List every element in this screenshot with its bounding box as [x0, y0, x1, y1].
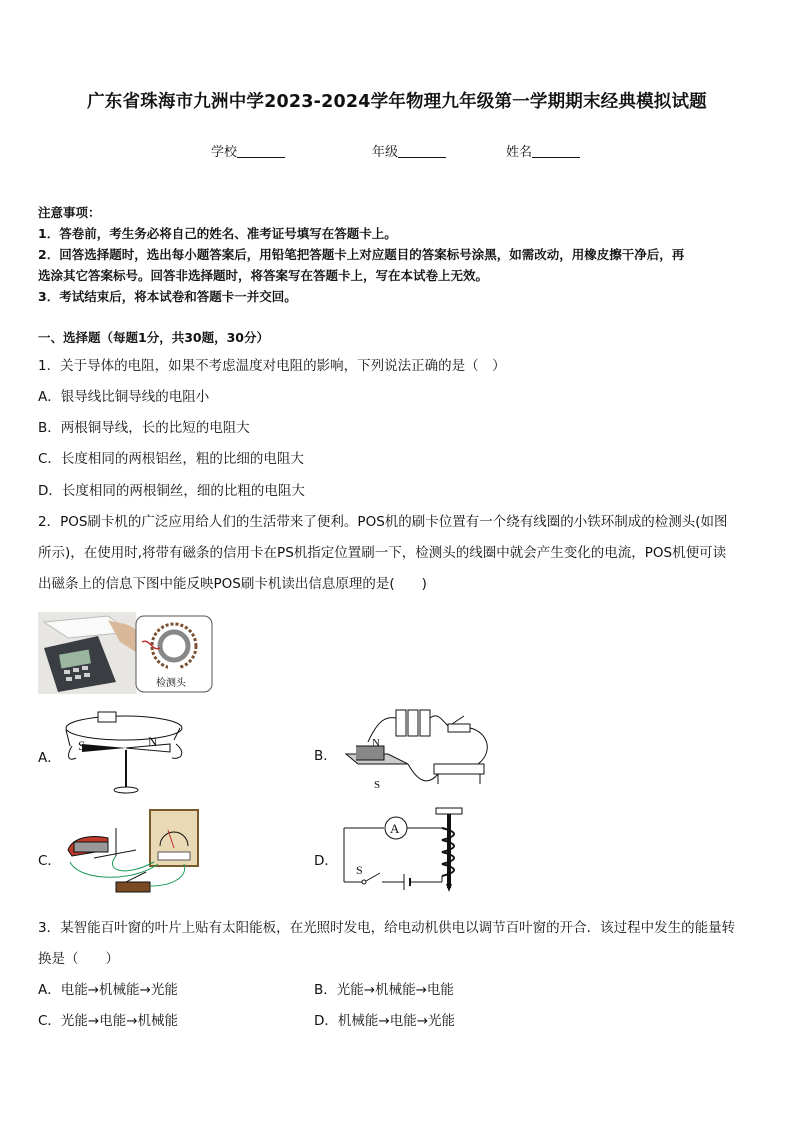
notice-heading: 注意事项： [38, 205, 101, 220]
grade-field[interactable] [372, 141, 446, 160]
q1-option-c[interactable]: C．长度相同的两根铝丝，粗的比细的电阻大 [38, 451, 304, 467]
name-field[interactable] [506, 141, 580, 160]
school-field[interactable] [211, 141, 285, 160]
grade-label: 年级 [372, 145, 399, 160]
fig-a-s-label: S [78, 738, 86, 753]
grade-blank[interactable] [398, 145, 446, 158]
pos-machine-figure [38, 612, 214, 694]
notice-item-1: 1．答卷前，考生务必将自己的姓名、准考证号填写在答题卡上。 [38, 226, 397, 241]
fig-b-s-label: S [374, 779, 381, 791]
q1-option-d[interactable]: D．长度相同的两根铜丝，细的比粗的电阻大 [38, 483, 305, 499]
name-blank[interactable] [532, 145, 580, 158]
name-label: 姓名 [506, 145, 533, 160]
q2-option-b-label[interactable]: B． [314, 748, 337, 764]
detector-label: 检测头 [156, 678, 186, 689]
fig-b-n-label: N [372, 737, 380, 749]
q1-option-b[interactable]: B．两根铜导线，长的比短的电阻大 [38, 420, 250, 436]
fig-a-n-label: N [148, 734, 158, 749]
q2-option-a-figure[interactable] [62, 706, 190, 798]
q2-option-a-label[interactable]: A． [38, 750, 61, 766]
q3-option-b[interactable]: B．光能→机械能→电能 [314, 982, 454, 998]
q2-stem-line-1: 2．POS刷卡机的广泛应用给人们的生活带来了便利。POS机的刷卡位置有一个绕有线圈的小铁环制成的检测头(如图 [38, 514, 728, 530]
notice-item-2: 2．回答选择题时，选出每小题答案后，用铅笔把答题卡上对应题目的答案标号涂黑，如需改动，用橡皮擦干净后，再 [38, 247, 685, 262]
q2-option-c-figure[interactable] [64, 806, 204, 902]
q1-option-a[interactable]: A．银导线比铜导线的电阻小 [38, 389, 210, 405]
q2-stem-line-2: 所示)，在使用时,将带有磁条的信用卡在PS机指定位置刷一下，检测头的线圈中就会产生变化的电流，POS机便可读 [38, 545, 727, 561]
q3-option-a[interactable]: A．电能→机械能→光能 [38, 982, 178, 998]
school-label: 学校 [211, 145, 238, 160]
q2-option-d-figure[interactable] [338, 806, 468, 898]
q2-option-b-figure[interactable] [338, 702, 500, 794]
q3-option-d[interactable]: D．机械能→电能→光能 [314, 1013, 456, 1029]
q2-option-d-label[interactable]: D． [314, 853, 338, 869]
q3-stem-line-2: 换是（ ） [38, 951, 119, 967]
q1-stem: 1．关于导体的电阻，如果不考虑温度对电阻的影响，下列说法正确的是（ ） [38, 358, 506, 374]
q3-stem-line-1: 3．某智能百叶窗的叶片上贴有太阳能板，在光照时发电，给电动机供电以调节百叶窗的开合．该过程中发生的能量转 [38, 920, 736, 936]
notice-item-3: 3．考试结束后，将本试卷和答题卡一并交回。 [38, 289, 297, 304]
page-title: 广东省珠海市九洲中学2023-2024学年物理九年级第一学期期末经典模拟试题 [87, 92, 707, 112]
fig-d-switch-label: S [356, 863, 363, 877]
section-heading: 一、选择题（每题1分，共30题，30分） [38, 330, 269, 345]
fig-d-ammeter-label: A [390, 821, 400, 836]
school-blank[interactable] [237, 145, 285, 158]
q2-option-c-label[interactable]: C． [38, 853, 61, 869]
q3-option-c[interactable]: C．光能→电能→机械能 [38, 1013, 179, 1029]
q2-stem-line-3: 出磁条上的信息下图中能反映POS刷卡机读出信息原理的是( ) [38, 576, 427, 592]
notice-item-2-cont: 选涂其它答案标号。回答非选择题时，将答案写在答题卡上，写在本试卷上无效。 [38, 268, 489, 283]
